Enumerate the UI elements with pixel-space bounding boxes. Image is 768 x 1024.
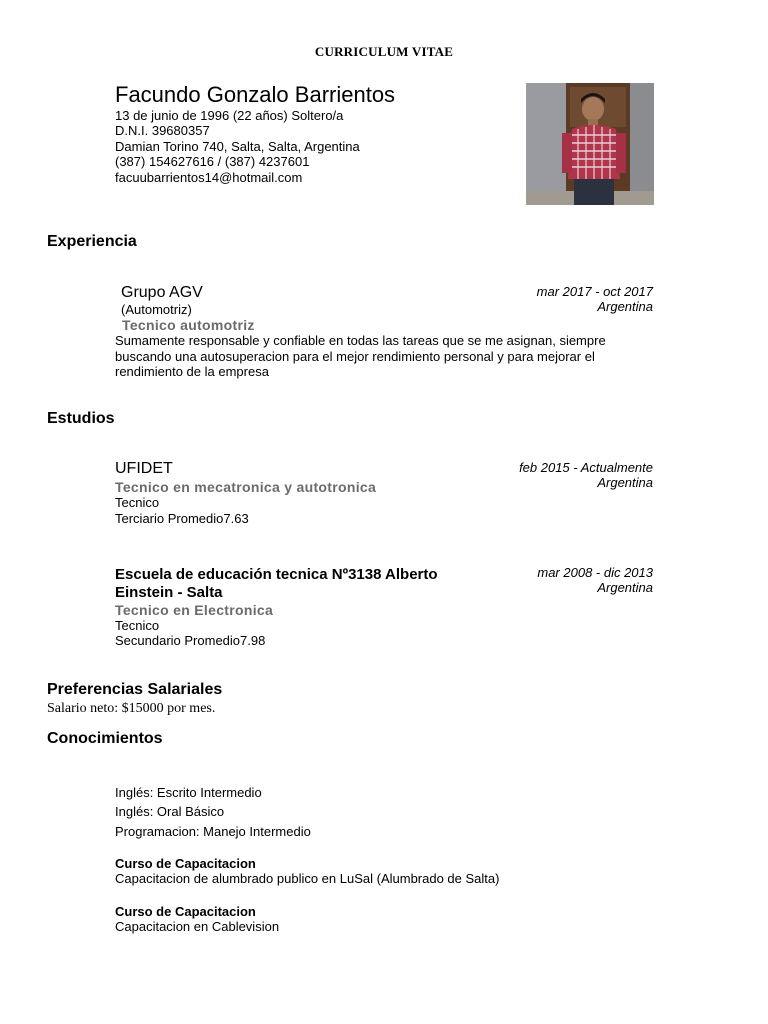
experience-country: Argentina bbox=[597, 299, 653, 314]
profile-photo bbox=[526, 83, 654, 205]
phone-info: (387) 154627616 / (387) 4237601 bbox=[115, 154, 310, 169]
study-institution-continued: Einstein - Salta bbox=[115, 584, 223, 601]
section-heading-studies: Estudios bbox=[47, 410, 115, 427]
course-detail: Capacitacion en Cablevision bbox=[115, 919, 280, 934]
section-heading-experience: Experiencia bbox=[47, 233, 137, 250]
study-institution: Escuela de educación tecnica Nº3138 Alberto bbox=[115, 566, 438, 583]
study-type: Tecnico bbox=[115, 495, 160, 510]
study-level: Secundario Promedio7.98 bbox=[115, 633, 266, 648]
course-title: Curso de Capacitacion bbox=[115, 904, 256, 919]
page-title: CURRICULUM VITAE bbox=[314, 44, 454, 59]
experience-description: Sumamente responsable y confiable en todas las tareas que se me asignan, siempre buscando una autosuperacion para el mejor rendimiento personal y para mejorar el rendimiento de la empresa bbox=[115, 333, 606, 379]
person-name: Facundo Gonzalo Barrientos bbox=[115, 82, 396, 107]
address-info: Damian Torino 740, Salta, Salta, Argentina bbox=[115, 139, 360, 154]
section-heading-knowledge: Conocimientos bbox=[47, 730, 163, 747]
study-country: Argentina bbox=[597, 475, 653, 490]
course-detail: Capacitacion de alumbrado publico en LuSal (Alumbrado de Salta) bbox=[115, 871, 500, 886]
study-program: Tecnico en Electronica bbox=[115, 602, 274, 618]
birth-info: 13 de junio de 1996 (22 años) Soltero/a bbox=[115, 108, 344, 123]
knowledge-item: Inglés: Oral Básico bbox=[115, 804, 225, 819]
section-heading-salary: Preferencias Salariales bbox=[47, 681, 223, 698]
experience-dates: mar 2017 - oct 2017 bbox=[536, 284, 653, 299]
study-program: Tecnico en mecatronica y autotronica bbox=[115, 479, 377, 495]
email-info: facuubarrientos14@hotmail.com bbox=[115, 170, 303, 185]
study-institution: UFIDET bbox=[115, 460, 173, 477]
study-dates: mar 2008 - dic 2013 bbox=[537, 565, 653, 580]
course-title: Curso de Capacitacion bbox=[115, 856, 256, 871]
experience-role: Tecnico automotriz bbox=[122, 317, 255, 333]
study-country: Argentina bbox=[597, 580, 653, 595]
salary-text: Salario neto: $15000 por mes. bbox=[47, 701, 216, 716]
knowledge-item: Programacion: Manejo Intermedio bbox=[115, 824, 311, 839]
knowledge-item: Inglés: Escrito Intermedio bbox=[115, 785, 262, 800]
dni-info: D.N.I. 39680357 bbox=[115, 123, 210, 138]
study-dates: feb 2015 - Actualmente bbox=[519, 460, 653, 475]
experience-company: Grupo AGV bbox=[121, 284, 203, 301]
study-type: Tecnico bbox=[115, 618, 160, 633]
study-level: Terciario Promedio7.63 bbox=[115, 511, 249, 526]
experience-industry: (Automotriz) bbox=[121, 302, 192, 317]
